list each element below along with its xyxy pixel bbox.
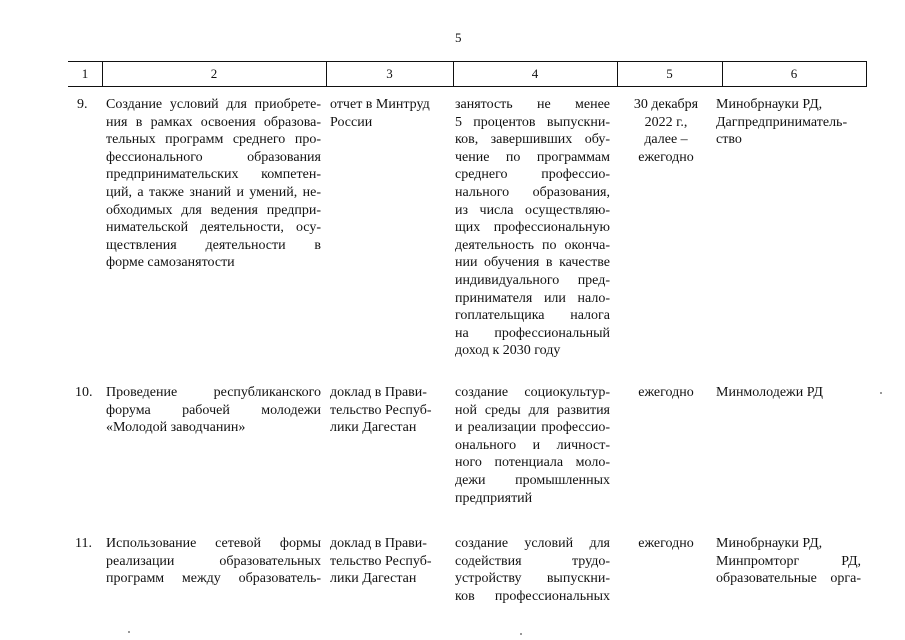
result-cell — [455, 384, 610, 507]
responsible-line: Дагпредприниматель- — [716, 114, 848, 130]
result-line: ного потенциала моло- — [455, 455, 610, 471]
result-line: ной среды для развития — [455, 402, 610, 418]
report-line: доклад в Прави- — [330, 385, 427, 400]
measure-line: реализации образовательных — [106, 553, 321, 569]
report-line: лики Дагестан — [330, 420, 417, 436]
row-number: 10. — [75, 385, 93, 400]
measure-line: Создание условий для приобрете- — [106, 97, 321, 112]
result-line: дежи промышленных — [455, 472, 610, 488]
result-line: щих профессиональную — [455, 220, 610, 236]
responsible-line: Минобрнауки РД, — [716, 536, 823, 551]
result-line: содействия трудо- — [455, 553, 610, 569]
result-line: чение по программам — [455, 149, 610, 165]
measure-line: Использование сетевой формы — [106, 536, 321, 551]
report-line: доклад в Прави- — [330, 536, 427, 551]
result-line: онального и личност- — [455, 437, 610, 453]
report-line: тельство Респуб- — [330, 553, 432, 569]
measure-line: нимательской деятельности, осу- — [106, 220, 321, 236]
responsible-cell — [716, 384, 864, 402]
measure-cell — [106, 535, 321, 588]
responsible-line: Минмолодежи РД — [716, 385, 823, 400]
report-cell — [330, 96, 450, 131]
row-number: 11. — [75, 536, 92, 551]
deadline-line: 30 декабря — [633, 97, 699, 112]
result-line: 5 процентов выпускни- — [455, 114, 610, 130]
scan-speck — [520, 633, 522, 635]
deadline-line: ежегодно — [638, 385, 694, 400]
measure-line: ния в рамках освоения образова- — [106, 114, 321, 130]
result-line: индивидуального пред- — [455, 272, 610, 288]
measure-line: программ между образователь- — [106, 571, 321, 587]
report-cell — [330, 535, 450, 588]
column-header-6: 6 — [790, 66, 798, 81]
result-line: нального образования, — [455, 184, 610, 200]
column-header-3: 3 — [386, 66, 393, 81]
measure-line: форума рабочей молодежи — [106, 402, 321, 418]
measure-line: форме самозанятости — [106, 255, 235, 271]
result-line: гоплательщика налога — [455, 308, 610, 324]
result-line: принимателя или нало- — [455, 290, 610, 306]
responsible-line: ство — [716, 132, 742, 148]
responsible-cell — [716, 535, 861, 588]
header-col-divider — [866, 61, 867, 87]
report-line: лики Дагестан — [330, 571, 417, 587]
measure-line: фессионального образования — [106, 149, 321, 165]
report-line: тельство Респуб- — [330, 402, 432, 418]
page-number: 5 — [455, 30, 462, 45]
column-header-4: 4 — [531, 66, 539, 81]
measure-line: обходимых для ведения предпри- — [106, 202, 321, 218]
measure-line: «Молодой заводчанин» — [106, 420, 246, 436]
measure-cell — [106, 96, 321, 272]
result-line: создание условий для — [455, 536, 610, 551]
deadline-line: ежегодно — [638, 536, 694, 551]
result-line: и реализации профессио- — [455, 420, 610, 436]
header-bottom-rule — [68, 86, 866, 87]
result-cell — [455, 535, 610, 605]
deadline-cell — [620, 96, 712, 166]
column-header-2: 2 — [210, 66, 218, 81]
responsible-line: Минобрнауки РД, — [716, 97, 823, 112]
scan-speck — [128, 631, 130, 633]
measure-line: ций, а также знаний и умений, не- — [106, 184, 321, 200]
report-line: России — [330, 114, 373, 130]
result-line: ков профессиональных — [455, 588, 610, 604]
responsible-line: образовательные орга- — [716, 571, 861, 587]
result-line: нии обучения в качестве — [455, 255, 610, 271]
result-line: на профессиональный — [455, 325, 610, 341]
measure-cell — [106, 384, 321, 437]
measure-line: ществления деятельности в — [106, 237, 321, 253]
column-header-1: 1 — [81, 66, 89, 81]
result-cell — [455, 96, 610, 360]
row-number: 9. — [77, 97, 88, 112]
result-line: из числа осуществляю- — [455, 202, 610, 218]
deadline-line: 2022 г., — [644, 114, 688, 130]
deadline-line: ежегодно — [638, 149, 694, 165]
result-line: среднего профессио- — [455, 167, 610, 183]
measure-line: предпринимательских компетен- — [106, 167, 321, 183]
result-line: создание социокультур- — [455, 385, 610, 400]
measure-line: Проведение республиканского — [106, 385, 321, 400]
report-cell — [330, 384, 450, 437]
responsible-cell — [716, 96, 864, 149]
report-line: отчет в Минтруд — [330, 97, 430, 112]
deadline-cell — [620, 384, 712, 402]
measure-line: тельных программ среднего про- — [106, 132, 321, 148]
result-line: ков, завершивших обу- — [455, 132, 610, 148]
deadline-line: далее – — [644, 132, 688, 148]
responsible-line: Минпромторг РД, — [716, 553, 861, 569]
column-header-5: 5 — [666, 66, 673, 81]
result-line: деятельность по окончa- — [455, 237, 610, 253]
result-line: доход к 2030 году — [455, 343, 561, 359]
scan-speck — [880, 392, 882, 394]
deadline-cell — [620, 535, 712, 553]
result-line: занятость не менее — [455, 97, 610, 112]
result-line: устройству выпускни- — [455, 571, 610, 587]
result-line: предприятий — [455, 490, 533, 506]
